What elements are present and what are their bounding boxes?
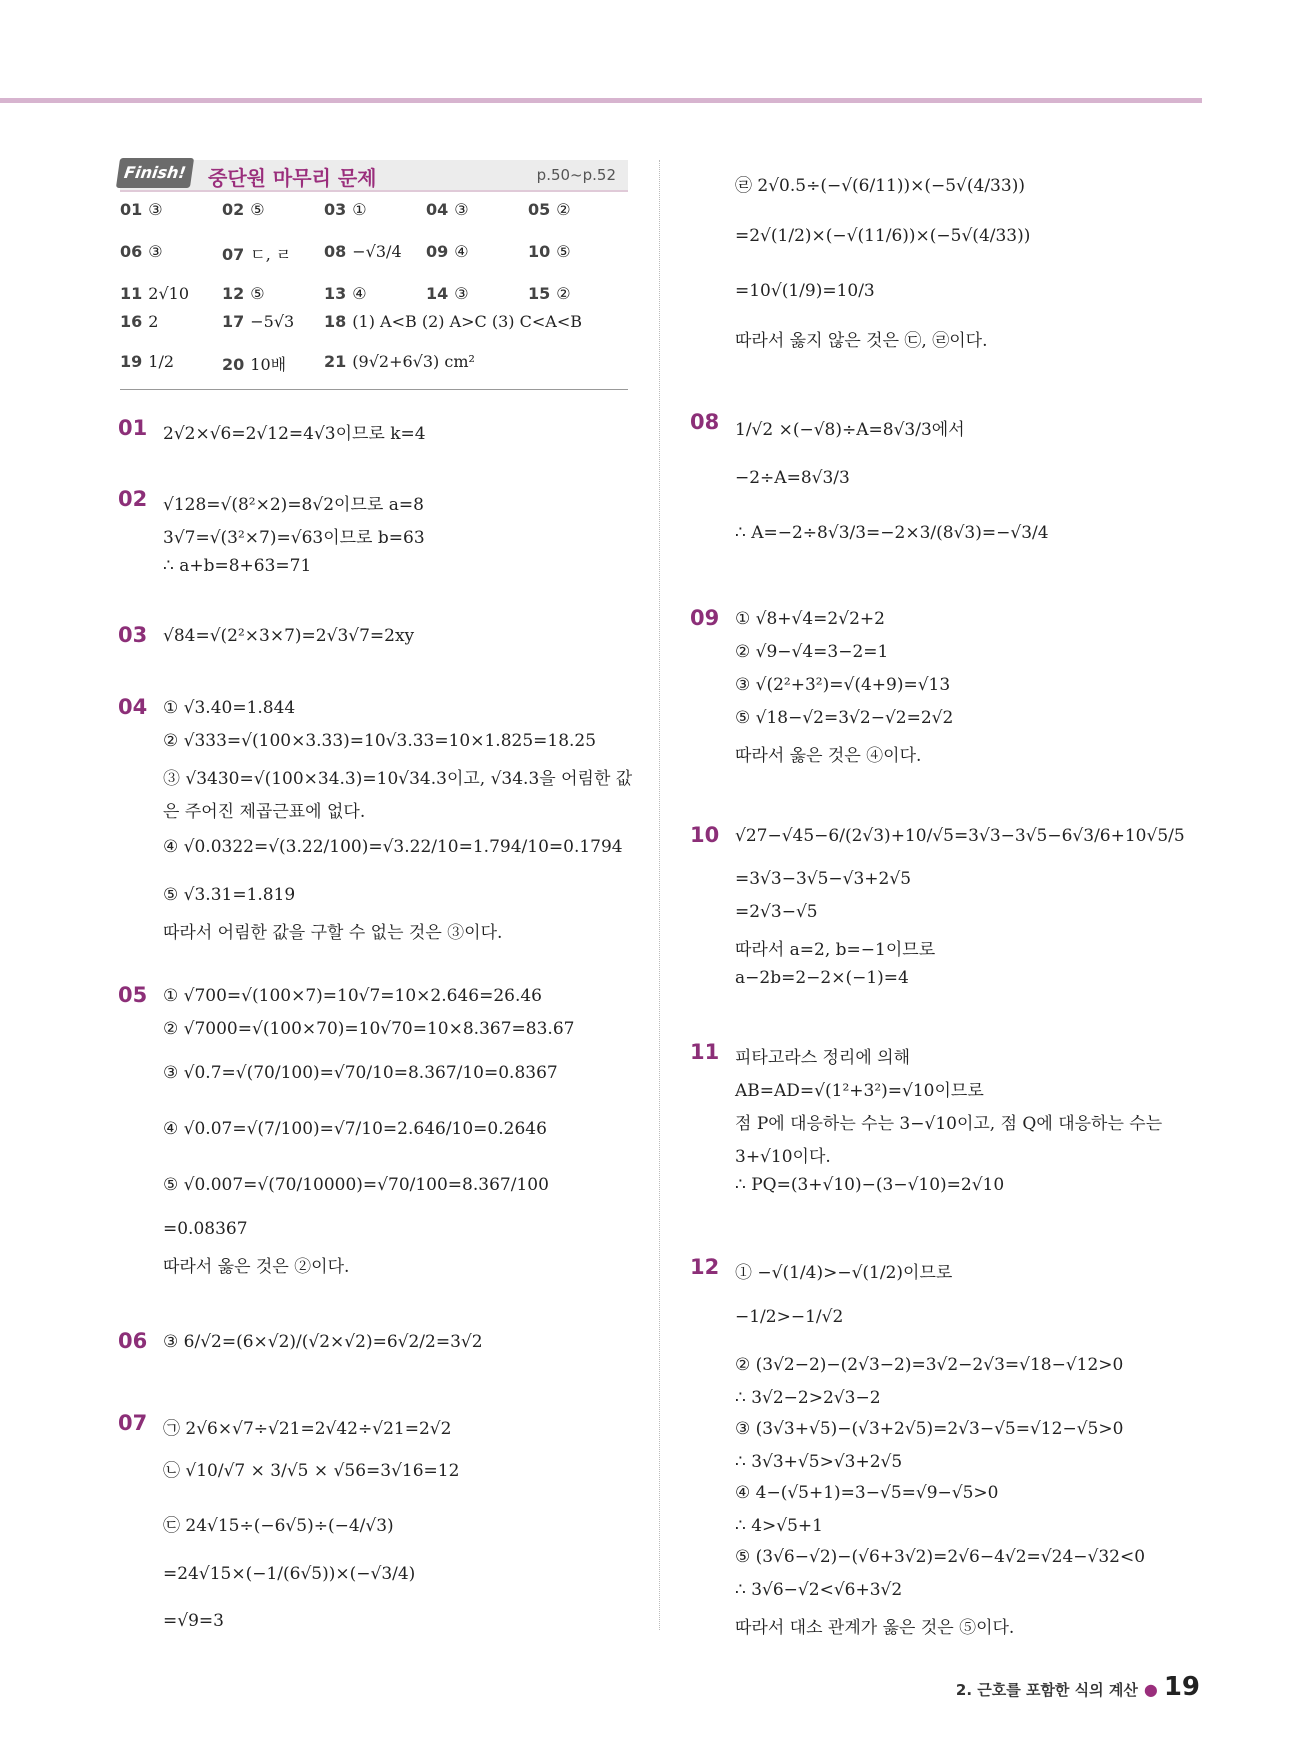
answer-item: 12 ⑤ [222, 284, 265, 303]
answer-item: 11 2√10 [120, 284, 189, 303]
solution-line: ⑤ (3√6−√2)−(√6+3√2)=2√6−4√2=√24−√32<0 [735, 1547, 1146, 1567]
page-footer [956, 1672, 1200, 1702]
answer-item: 21 (9√2+6√3) cm² [324, 352, 475, 371]
solution-line: =3√3−3√5−√3+2√5 [735, 869, 912, 889]
solution-line: ⑤ √18−√2=3√2−√2=2√2 [735, 708, 954, 728]
solution-line: ∴ 3√2−2>2√3−2 [735, 1388, 881, 1408]
problem-number: 09 [690, 606, 720, 630]
top-decor-bar [0, 98, 1202, 103]
problem-number: 01 [118, 416, 148, 440]
solution-line: ③ √0.7=√(70/100)=√70/10=8.367/10=0.8367 [163, 1063, 558, 1083]
problem-number: 06 [118, 1329, 148, 1353]
solution-line: 따라서 옳은 것은 ④이다. [735, 746, 922, 766]
problem-number: 10 [690, 823, 720, 847]
solution-line: =24√15×(−1/(6√5))×(−√3/4) [163, 1564, 416, 1584]
solution-line: 따라서 대소 관계가 옳은 것은 ⑤이다. [735, 1618, 1015, 1638]
solution-line: ③ √(2²+3²)=√(4+9)=√13 [735, 675, 951, 695]
solution-line: ∴ 3√3+√5>√3+2√5 [735, 1452, 903, 1472]
problem-number: 04 [118, 695, 148, 719]
answer-divider [120, 389, 628, 390]
page-range: p.50~p.52 [536, 166, 616, 184]
solution-line: 점 P에 대응하는 수는 3−√10이고, 점 Q에 대응하는 수는 [735, 1114, 1163, 1134]
section-title: 중단원 마무리 문제 [208, 166, 377, 190]
problem-number: 03 [118, 623, 148, 647]
solution-line: ③ √3430=√(100×34.3)=10√34.3이고, √34.3을 어림한 값 [163, 769, 633, 789]
solution-line: 따라서 옳은 것은 ②이다. [163, 1257, 350, 1277]
problem-number: 12 [690, 1255, 720, 1279]
answer-item: 08 −√3/4 [324, 242, 402, 261]
solution-line: ② √333=√(100×3.33)=10√3.33=10×1.825=18.25 [163, 731, 597, 751]
page-number: 19 [1163, 1672, 1200, 1702]
solution-line: a−2b=2−2×(−1)=4 [735, 968, 909, 988]
solution-line: 따라서 옳지 않은 것은 ㉢, ㉣이다. [735, 331, 988, 351]
solution-line: ⑤ √3.31=1.819 [163, 885, 296, 905]
solution-line: ① −√(1/4)>−√(1/2)이므로 [735, 1263, 953, 1283]
answer-item: 19 1/2 [120, 352, 175, 371]
solution-line: 따라서 a=2, b=−1이므로 [735, 940, 936, 960]
answer-item: 03 ① [324, 200, 367, 219]
answer-item: 20 10배 [222, 355, 287, 374]
solution-line: ④ √0.0322=√(3.22/100)=√3.22/10=1.794/10=0.1794 [163, 837, 623, 857]
solution-line: −1/2>−1/√2 [735, 1307, 844, 1327]
solution-line: 은 주어진 제곱근표에 없다. [163, 802, 366, 822]
answer-item: 17 −5√3 [222, 312, 295, 331]
answer-item: 05 ② [528, 200, 571, 219]
solution-line: AB=AD=√(1²+3²)=√10이므로 [735, 1081, 984, 1101]
answer-item: 04 ③ [426, 200, 469, 219]
solution-line: ② √7000=√(100×70)=10√70=10×8.367=83.67 [163, 1019, 575, 1039]
answer-item: 09 ④ [426, 242, 469, 261]
solution-line: ③ (3√3+√5)−(√3+2√5)=2√3−√5=√12−√5>0 [735, 1419, 1124, 1439]
solution-line: 1/√2 ×(−√8)÷A=8√3/3에서 [735, 420, 965, 440]
answer-item: 16 2 [120, 312, 159, 331]
solution-line: 2√2×√6=2√12=4√3이므로 k=4 [163, 424, 426, 444]
footer-chapter-title: 2. 근호를 포함한 식의 계산 [955, 1681, 1138, 1699]
solution-line: =10√(1/9)=10/3 [735, 281, 875, 301]
answer-item: 13 ④ [324, 284, 367, 303]
solution-line: ③ 6/√2=(6×√2)/(√2×√2)=6√2/2=3√2 [163, 1332, 483, 1352]
solution-line: √128=√(8²×2)=8√2이므로 a=8 [163, 495, 424, 515]
solution-line: ① √700=√(100×7)=10√7=10×2.646=26.46 [163, 986, 542, 1006]
solution-line: ∴ 3√6−√2<√6+3√2 [735, 1580, 903, 1600]
problem-number: 08 [690, 410, 720, 434]
solution-line: ④ √0.07=√(7/100)=√7/10=2.646/10=0.2646 [163, 1119, 547, 1139]
solution-line: ∴ PQ=(3+√10)−(3−√10)=2√10 [735, 1175, 1005, 1195]
answer-item: 14 ③ [426, 284, 469, 303]
solution-line: =2√(1/2)×(−√(11/6))×(−5√(4/33)) [735, 226, 1031, 246]
answer-item: 07 ㄷ, ㄹ [222, 245, 292, 264]
solution-line: ㉡ √10/√7 × 3/√5 × √56=3√16=12 [163, 1461, 460, 1481]
solution-line: ② (3√2−2)−(2√3−2)=3√2−2√3=√18−√12>0 [735, 1355, 1124, 1375]
solution-line: ㉣ 2√0.5÷(−√(6/11))×(−5√(4/33)) [735, 176, 1025, 196]
problem-number: 11 [690, 1040, 720, 1064]
answer-item: 02 ⑤ [222, 200, 265, 219]
solution-line: 3+√10이다. [735, 1147, 831, 1167]
finish-badge: Finish! [116, 158, 194, 188]
solution-line: √84=√(2²×3×7)=2√3√7=2xy [163, 626, 415, 646]
solution-line: √27−√45−6/(2√3)+10/√5=3√3−3√5−6√3/6+10√5/5 [735, 826, 1185, 846]
solution-line: ⑤ √0.007=√(70/10000)=√70/100=8.367/100 [163, 1175, 549, 1195]
solution-line: ∴ 4>√5+1 [735, 1516, 823, 1536]
answer-item: 18 (1) A<B (2) A>C (3) C<A<B [324, 312, 582, 331]
solution-line: 피타고라스 정리에 의해 [735, 1048, 911, 1068]
solution-line: ∴ a+b=8+63=71 [163, 556, 312, 576]
answer-item: 06 ③ [120, 242, 163, 261]
problem-number: 02 [118, 487, 148, 511]
bullet-icon: ● [1143, 1680, 1158, 1699]
solution-line: ② √9−√4=3−2=1 [735, 642, 889, 662]
solution-line: ㉢ 24√15÷(−6√5)÷(−4/√3) [163, 1516, 394, 1536]
answer-item: 15 ② [528, 284, 571, 303]
solution-line: −2÷A=8√3/3 [735, 468, 850, 488]
answer-item: 01 ③ [120, 200, 163, 219]
solution-line: 3√7=√(3²×7)=√63이므로 b=63 [163, 528, 425, 548]
solution-line: ㉠ 2√6×√7÷√21=2√42÷√21=2√2 [163, 1419, 452, 1439]
solution-line: ① √3.40=1.844 [163, 698, 296, 718]
finish-header [120, 160, 628, 192]
solution-line: ∴ A=−2÷8√3/3=−2×3/(8√3)=−√3/4 [735, 523, 1049, 543]
problem-number: 05 [118, 983, 148, 1007]
solution-line: ① √8+√4=2√2+2 [735, 609, 885, 629]
solution-line: =2√3−√5 [735, 902, 818, 922]
column-divider [659, 160, 660, 1630]
solution-line: =√9=3 [163, 1611, 224, 1631]
solution-line: =0.08367 [163, 1219, 248, 1239]
solution-line: ④ 4−(√5+1)=3−√5=√9−√5>0 [735, 1483, 999, 1503]
problem-number: 07 [118, 1411, 148, 1435]
solution-line: 따라서 어림한 값을 구할 수 없는 것은 ③이다. [163, 923, 503, 943]
answer-item: 10 ⑤ [528, 242, 571, 261]
